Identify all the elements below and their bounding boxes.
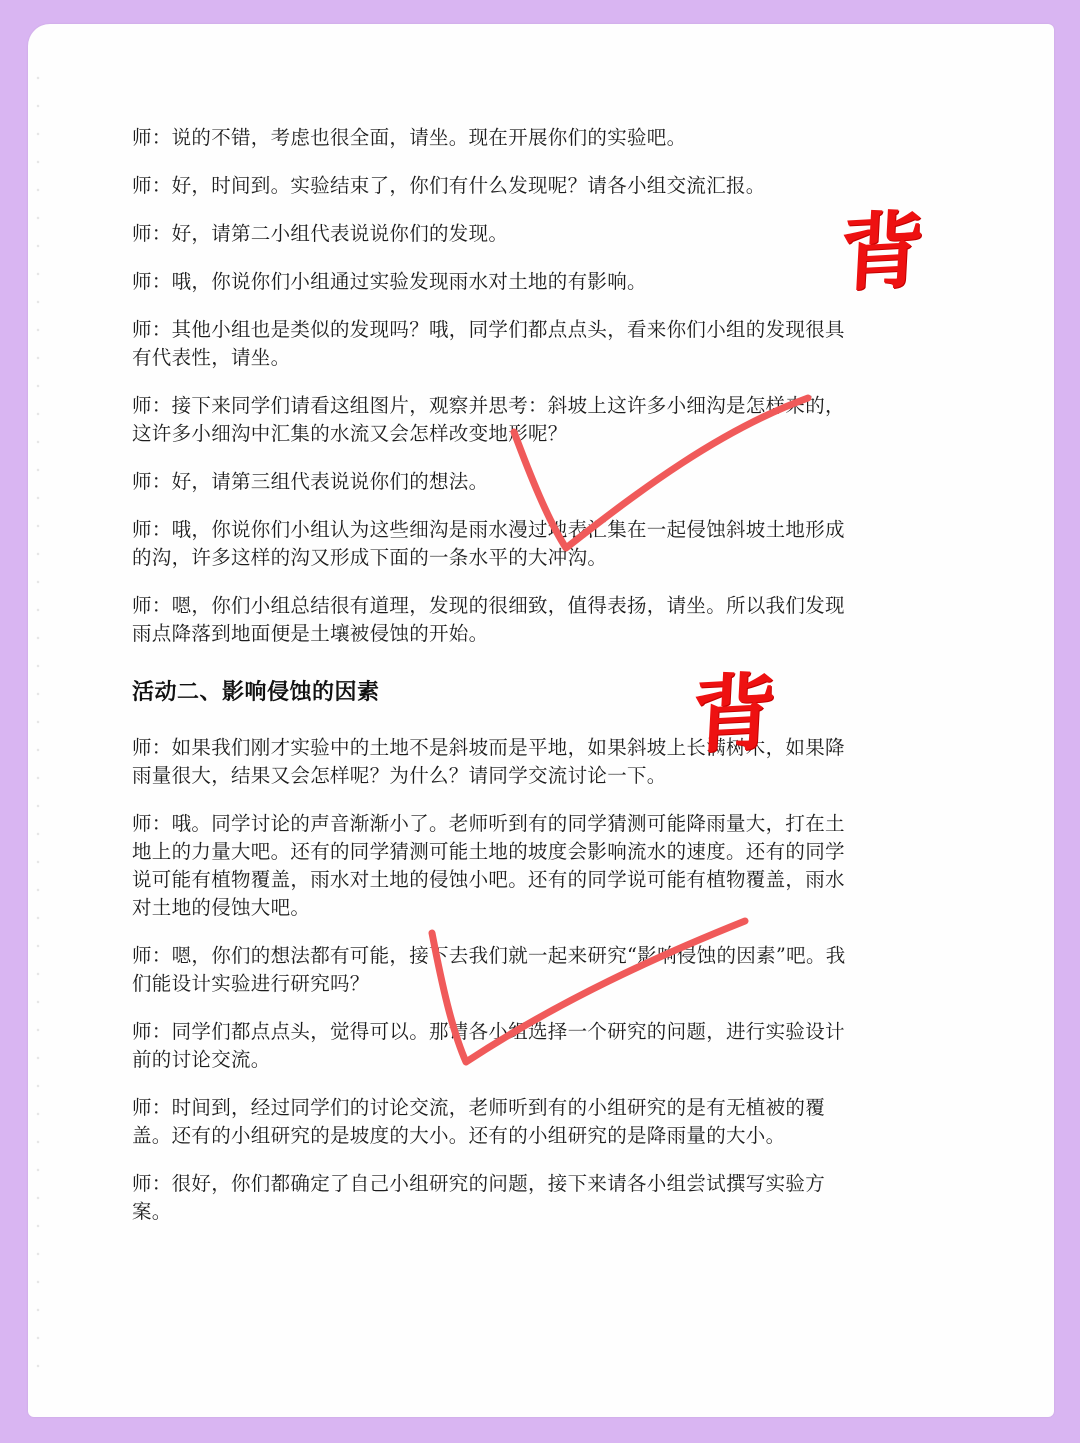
paragraph: 师：其他小组也是类似的发现吗？哦，同学们都点点头，看来你们小组的发现很具 有代表性，请坐。 — [132, 318, 845, 369]
paragraph: 师：好，请第三组代表说说你们的想法。 — [132, 470, 489, 493]
paragraph: 师：接下来同学们请看这组图片，观察并思考：斜坡上这许多小细沟是怎样来的， 这许多小细沟中汇集的水流又会怎样改变地形呢？ — [132, 394, 845, 445]
paragraph: 师：哦。同学讨论的声音渐渐小了。老师听到有的同学猜测可能降雨量大，打在土 地上的力量大吧。还有的同学猜测可能土地的坡度会影响流水的速度。还有的同学 说可能有植物覆盖，雨水对土地的侵蚀小吧。还有的同学说可能有植物覆盖，雨水 对土地的侵蚀大吧。 — [132, 812, 845, 919]
memorize-stamp: 背 — [837, 200, 927, 304]
margin-dots — [36, 64, 40, 1377]
paragraph: 师：好，请第二小组代表说说你们的发现。 — [132, 222, 509, 245]
paragraph: 师：同学们都点点头，觉得可以。那请各小组选择一个研究的问题，进行实验设计 前的讨论交流。 — [132, 1020, 845, 1071]
paragraph: 师：说的不错，考虑也很全面，请坐。现在开展你们的实验吧。 — [132, 126, 687, 149]
paragraph: 师：好，时间到。实验结束了，你们有什么发现呢？请各小组交流汇报。 — [132, 174, 766, 197]
paragraph: 师：哦，你说你们小组通过实验发现雨水对土地的有影响。 — [132, 270, 647, 293]
memorize-stamp: 背 — [689, 662, 779, 766]
paragraph: 师：嗯，你们小组总结很有道理，发现的很细致，值得表扬，请坐。所以我们发现 雨点降落到地面便是土壤被侵蚀的开始。 — [132, 594, 845, 645]
paragraph: 师：嗯，你们的想法都有可能，接下去我们就一起来研究“影响侵蚀的因素”吧。我 们能设计实验进行研究吗？ — [132, 944, 846, 995]
paragraph: 师：很好，你们都确定了自己小组研究的问题，接下来请各小组尝试撰写实验方 案。 — [132, 1172, 826, 1223]
paragraph: 师：如果我们刚才实验中的土地不是斜坡而是平地，如果斜坡上长满树木，如果降 雨量很大，结果又会怎样呢？为什么？请同学交流讨论一下。 — [132, 736, 845, 787]
document-content — [132, 124, 902, 1226]
paragraph: 师：时间到，经过同学们的讨论交流，老师听到有的小组研究的是有无植被的覆 盖。还有的小组研究的是坡度的大小。还有的小组研究的是降雨量的大小。 — [132, 1096, 826, 1147]
paragraph: 师：哦，你说你们小组认为这些细沟是雨水漫过地表汇集在一起侵蚀斜坡土地形成 的沟，许多这样的沟又形成下面的一条水平的大冲沟。 — [132, 518, 845, 569]
section-heading: 活动二、影响侵蚀的因素 — [132, 680, 380, 705]
